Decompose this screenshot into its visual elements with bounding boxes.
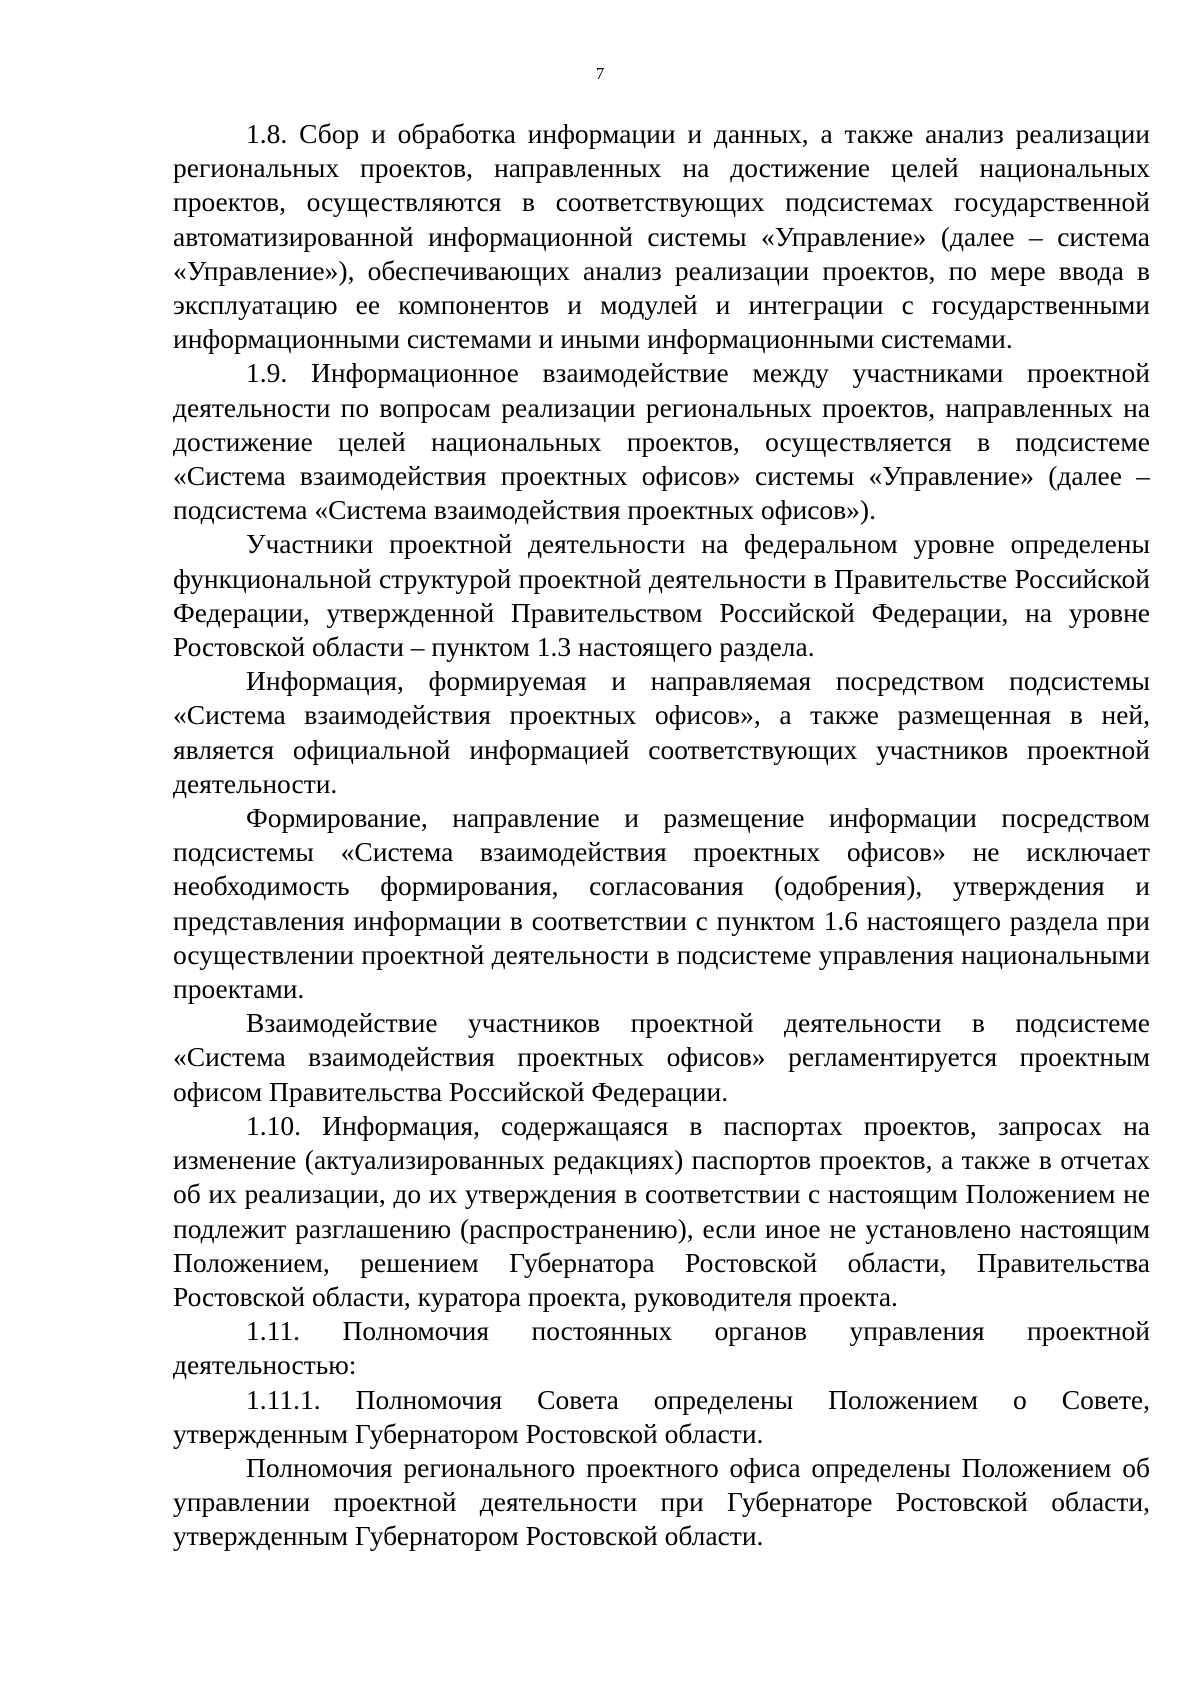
- paragraph-interaction-regulation: Взаимодействие участников проектной деятельности в подсистеме «Система взаимодействия проектных офисов» регламентируется проектным офисом Правительства Российской Федерации.: [173, 1007, 1150, 1107]
- paragraph-1-11-1: 1.11.1. Полномочия Совета определены Положением о Совете, утвержденным Губернатором Ростовской области.: [173, 1383, 1150, 1449]
- document-body: [173, 117, 1150, 1554]
- paragraph-1-11: 1.11. Полномочия постоянных органов управления проектной деятельностью:: [173, 1315, 1150, 1381]
- paragraph-1-9: 1.9. Информационное взаимодействие между участниками проектной деятельности по вопросам реализации региональных проектов, направленных на достижение целей национальных проектов, осуществляется в подсистеме «Система взаимодействия проектных офисов» системы «Управление» (далее – подсистема «Система взаимодействия проектных офисов»).: [173, 357, 1150, 526]
- paragraph-regional-office: Полномочия регионального проектного офиса определены Положением об управлении проектной деятельности при Губернаторе Ростовской области, утвержденным Губернатором Ростовской области.: [173, 1451, 1150, 1552]
- paragraph-1-10: 1.10. Информация, содержащаяся в паспортах проектов, запросах на изменение (актуализированных редакциях) паспортов проектов, а также в отчетах об их реализации, до их утверждения в соответствии с настоящим Положением не подлежит разглашению (распространению), если иное не установлено настоящим Положением, решением Губернатора Ростовской области, Правительства Ростовской области, куратора проекта, руководителя проекта.: [173, 1109, 1150, 1312]
- paragraph-1-8: 1.8. Сбор и обработка информации и данных, а также анализ реализации региональных проектов, направленных на достижение целей национальных проектов, осуществляются в соответствующих подсистемах государственной автоматизированной информационной системы «Управление» (далее – система «Управление»), обеспечивающих анализ реализации проектов, по мере ввода в эксплуатацию ее компонентов и модулей и интеграции с государственными информационными системами и иными информационными системами.: [173, 118, 1150, 355]
- paragraph-information-formation: Формирование, направление и размещение информации посредством подсистемы «Система взаимодействия проектных офисов» не исключает необходимость формирования, согласования (одобрения), утверждения и представления информации в соответствии с пунктом 1.6 настоящего раздела при осуществлении проектной деятельности в подсистеме управления национальными проектами.: [173, 802, 1150, 1005]
- paragraph-official-information: Информация, формируемая и направляемая посредством подсистемы «Система взаимодействия проектных офисов», а также размещенная в ней, является официальной информацией соответствующих участников проектной деятельности.: [173, 665, 1150, 799]
- page-number: 7: [595, 64, 605, 83]
- paragraph-participants: Участники проектной деятельности на федеральном уровне определены функциональной структурой проектной деятельности в Правительстве Российской Федерации, утвержденной Правительством Российской Федерации, на уровне Ростовской области – пунктом 1.3 настоящего раздела.: [173, 528, 1150, 663]
